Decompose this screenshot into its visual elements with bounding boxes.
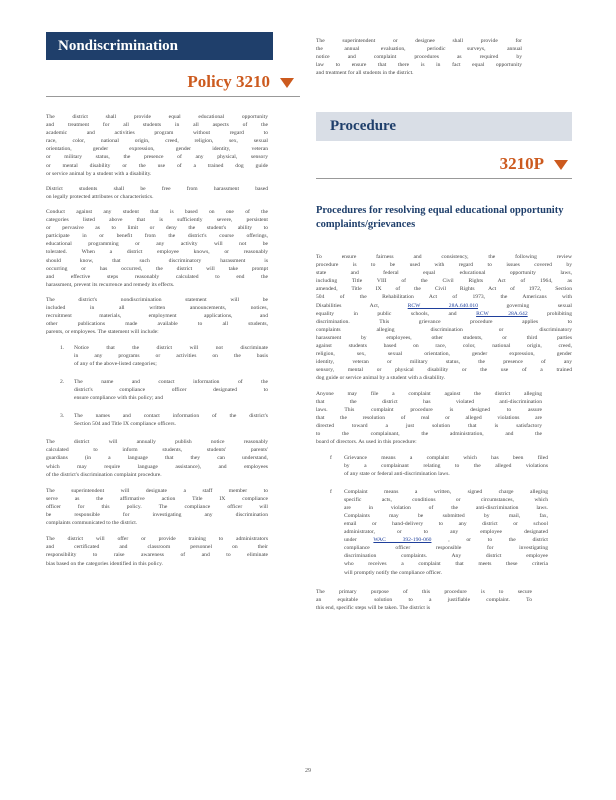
text-line: who receives a complaint that meets these criteria <box>344 561 548 568</box>
paragraph <box>46 208 268 289</box>
text-line: 504 of the Rehabilitation Act of 1973, the Americans with <box>316 294 572 301</box>
text-line: be responsible for investigating any discrimination <box>46 512 268 519</box>
paragraph <box>46 438 268 478</box>
text-line: of any state or federal anti-discrimination laws. <box>344 471 450 478</box>
text-line: should know, that such discriminatory harassment is <box>46 257 268 264</box>
text-line: specific acts, conditions or circumstances, which <box>344 496 548 503</box>
nondiscrimination-banner: Nondiscrimination <box>46 32 273 60</box>
list-item <box>74 378 268 402</box>
list-number: 2. <box>60 378 65 385</box>
paragraph <box>316 253 572 383</box>
text-line: are in violation of the anti-discrimination laws. <box>344 504 548 511</box>
text-line: Anyone may file a complaint against the district alleging <box>316 390 542 397</box>
bullet-item <box>344 488 548 577</box>
statute-link[interactable]: RCW 28A.640.010 <box>407 302 479 309</box>
text-line: or mental disability or the use of a trained dog guide <box>46 162 268 169</box>
paragraph <box>316 588 532 612</box>
text-line: discrimination complaints. Any district employee <box>344 553 548 560</box>
text-line: of any of the above-listed categories; <box>74 360 157 367</box>
procedure-banner: Procedure <box>316 112 572 141</box>
text-line: under WAC 392-190-060 , or to the district <box>344 537 548 544</box>
text-line: The name and contact information of the <box>74 378 268 385</box>
text-line: or pervasive as to limit or deny the student's ability to <box>46 225 268 232</box>
text-line: recruitment materials, employment applications, and <box>46 313 268 320</box>
text-line: The superintendent will designate a staff member to <box>46 487 268 494</box>
statute-link[interactable]: WAC 392-190-060 <box>373 537 432 544</box>
text-line: email or hand-delivery to any district or school <box>344 520 548 527</box>
text-line: Grievance means a complaint which has been filed <box>344 455 548 462</box>
text-line: will promptly notify the compliance officer. <box>344 569 443 576</box>
text-line: To ensure fairness and consistency, the following review <box>316 254 572 260</box>
text-line: parents, or employees. The statement will include: <box>46 329 159 336</box>
policy-header <box>46 70 300 94</box>
bullet-item <box>344 454 548 478</box>
text-line: procedure is to be used with regard to issues covered by <box>316 262 572 269</box>
paragraph <box>316 37 522 77</box>
text-line: religion, sex, sexual orientation, gender expression, gender <box>316 351 572 358</box>
text-line: directed toward a just solution that is satisfactory <box>316 422 542 429</box>
text-line: and effective steps reasonably calculated to end the <box>46 273 268 280</box>
text-line: dog guide or service animal by a student with a disability. <box>316 375 446 382</box>
text-line: discrimination. This grievance procedure applies to <box>316 318 572 325</box>
text-line: equality in public schools, and RCW 28A.642 prohibiting <box>316 310 572 317</box>
text-line: on legally protected attributes or characteristics. <box>46 193 154 200</box>
text-line: Notice that the district will not discriminate <box>74 344 268 351</box>
text-line: against students based on race, color, national origin, creed, <box>316 343 572 350</box>
paragraph <box>316 390 542 447</box>
text-line: laws. This complaint procedure is designed to assure <box>316 406 542 413</box>
text-line: identity, veteran or military status, the presence of any <box>316 359 572 366</box>
procedure-divider <box>316 178 572 179</box>
bullet-icon: f <box>330 488 332 495</box>
list-number: 3. <box>60 413 65 420</box>
text-line: ensure compliance with this policy; and <box>74 394 164 401</box>
paragraph <box>46 113 268 178</box>
procedure-header <box>316 152 572 176</box>
text-line: academic and activities program without regard to <box>46 130 268 137</box>
text-line: that the resolution of real or alleged violations are <box>316 414 542 421</box>
text-line: administrator, or to any employee designated <box>344 529 548 536</box>
text-line: The district's nondiscrimination statement will be <box>46 297 268 303</box>
text-line: serve as the affirmative action Title IX compliance <box>46 495 268 502</box>
text-line: responsibility to raise awareness of and to eliminate <box>46 552 268 559</box>
text-line: district's compliance officer designated to <box>74 386 268 393</box>
text-line: The primary purpose of this procedure is to secure <box>316 588 532 595</box>
paragraph <box>46 487 268 527</box>
text-line: an equitable solution to a justifiable complaint. To <box>316 596 532 603</box>
text-line: notice and complaint procedures as required by <box>316 54 522 61</box>
page-number: 29 <box>305 768 311 774</box>
text-line: Complaint means a written, signed charge alleging <box>344 488 548 495</box>
text-line: and treatment for all students in the district. <box>316 70 414 77</box>
text-line: and treatment for all students in all aspects of the <box>46 122 268 129</box>
text-line: sensory, mental or physical disability or the use of a trained <box>316 367 572 374</box>
text-line: participate in or benefit from the district's course offerings, <box>46 233 268 240</box>
text-line: harassment by employees, other students, or third parties <box>316 334 572 341</box>
text-line: Conduct against any student that is based on one of the <box>46 209 268 215</box>
statute-link[interactable]: RCW 28A.642 <box>476 310 528 317</box>
triangle-down-icon <box>280 78 294 88</box>
text-line: state and federal equal educational opportunity laws, <box>316 270 572 277</box>
text-line: and certificated and classroom personnel on their <box>46 544 268 551</box>
text-line: categories listed above that is sufficiently severe, persistent <box>46 217 268 224</box>
text-line: included in all written announcements, notices, <box>46 305 268 312</box>
text-line: harassment, prevent its recurrence and remedy its effects. <box>46 281 175 288</box>
text-line: orientation, gender expression, gender identity, veteran <box>46 146 268 153</box>
bullet-icon: f <box>330 455 332 462</box>
text-line: which may require language assistance), and employees <box>46 463 268 470</box>
text-line: this end, specific steps will be taken. The district is <box>316 604 431 611</box>
procedure-heading: Procedures for resolving equal educational opportunity complaints/grievances <box>316 205 564 230</box>
text-line: Section 504 and Title IX compliance officers. <box>74 421 176 428</box>
text-line: Disabilities Act, RCW 28A.640.010 governing sexual <box>316 302 572 309</box>
text-line: compliance officer responsible for investigating <box>344 545 548 552</box>
text-line: tolerated. When a district employee knows, or reasonably <box>46 249 268 256</box>
text-line: The superintendent or designee shall provide for <box>316 38 522 44</box>
text-line: The district will offer or provide training to administrators <box>46 536 268 543</box>
paragraph <box>46 185 268 201</box>
text-line: District students shall be free from harassment based <box>46 185 268 192</box>
list-item <box>74 344 268 368</box>
policy-number: Policy 3210 <box>187 72 270 91</box>
text-line: educational programming or any activity will not be <box>46 241 268 248</box>
text-line: by a complainant relating to the alleged violations <box>344 463 548 470</box>
text-line: calculated to inform students, students' parents' <box>46 447 268 454</box>
text-line: of the district's discrimination complaint procedure. <box>46 471 162 478</box>
list-number: 1. <box>60 344 65 351</box>
triangle-down-icon <box>554 160 568 170</box>
paragraph <box>46 296 268 336</box>
text-line: The names and contact information of the district's <box>74 413 268 420</box>
text-line: The district shall provide equal educational opportunity <box>46 114 268 120</box>
text-line: occurring or has occurred, the district will take prompt <box>46 265 268 272</box>
text-line: or military status, the presence of any physical, sensory <box>46 154 268 161</box>
text-line: law to ensure that there is in fact equal opportunity <box>316 62 522 69</box>
text-line: other publications made available to all students, <box>46 321 268 328</box>
text-line: complaints communicated to the district. <box>46 520 138 527</box>
text-line: to the complainant, the administration, and the <box>316 431 542 438</box>
text-line: in any programs or activities on the basis <box>74 352 268 359</box>
text-line: including Title VIII of the Civil Rights Act of 1964, as <box>316 278 572 285</box>
text-line: officer for this policy. The compliance officer will <box>46 503 268 510</box>
list-item <box>74 412 268 428</box>
procedure-number: 3210P <box>499 154 544 173</box>
text-line: the annual evaluation, periodic surveys, annual <box>316 46 522 53</box>
text-line: board of directors. As used in this procedure: <box>316 439 417 446</box>
text-line: Complaints may be submitted by mail, fax, <box>344 512 548 519</box>
text-line: guardians (in a language that they can understand, <box>46 455 268 462</box>
text-line: amended, Title IX of the Civil Rights Act of 1972, Section <box>316 286 572 293</box>
policy-divider <box>46 96 300 97</box>
text-line: that the district has violated anti-discrimination <box>316 398 542 405</box>
text-line: or service animal by a student with a disability. <box>46 170 152 177</box>
text-line: race, color, national origin, creed, religion, sex, sexual <box>46 138 268 145</box>
text-line: bias based on the categories identified in this policy. <box>46 560 163 567</box>
text-line: complaints alleging discrimination or discriminatory <box>316 326 572 333</box>
text-line: The district will annually publish notice reasonably <box>46 439 268 446</box>
paragraph <box>46 535 268 567</box>
